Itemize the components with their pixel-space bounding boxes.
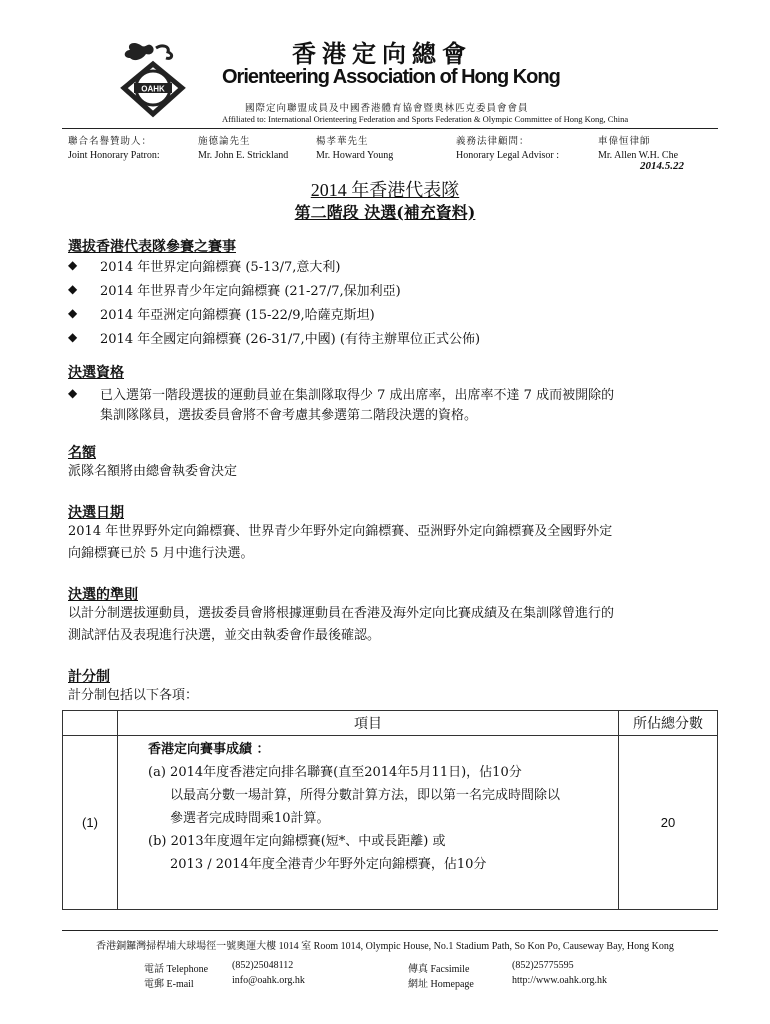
eligibility-line: 已入選第一階段選拔的運動員並在集訓隊取得少 7 成出席率，出席率不達 7 成而被開除的 [100,388,615,403]
footer-email-link[interactable]: info@oahk.org.hk [232,975,305,986]
row-item-b-detail: 2013 / 2014年度全港青少年野外定向錦標賽，佔10分 [170,857,487,872]
table-row [63,736,718,910]
oahk-logo [112,38,194,120]
header-divider [62,128,718,129]
row-description [118,736,619,910]
org-name-en: Orienteering Association of Hong Kong [222,66,560,88]
patron-block-young: 楊孝華先生 Mr. Howard Young [316,137,394,161]
event-item: 2014 年世界定向錦標賽 (5-13/7,意大利) [100,260,341,275]
row-item-a-detail: 以最高分數一場計算，所得分數計算方法，即以第一名完成時間除以 [170,788,561,803]
patron-block-joint: 聯合名譽贊助人： Joint Honorary Patron: [68,137,160,161]
footer-phone: (852)25048112 [232,960,294,971]
patron-block-legal: 義務法律顧問： Honorary Legal Advisor : [456,137,560,161]
footer-divider [62,930,718,931]
row-points: 20 [619,736,718,910]
section-heading-eligibility: 決選資格 [68,365,124,381]
section-heading-criteria: 決選的準則 [68,587,138,603]
event-item: 2014 年亞洲定向錦標賽 (15-22/9,哈薩克斯坦) [100,308,375,323]
table-header-row [63,711,718,736]
section-heading-dates: 決選日期 [68,505,124,521]
scoring-intro: 計分制包括以下各項： [68,688,199,703]
section-heading-events: 選拔香港代表隊參賽之賽事 [68,239,236,255]
row-item-a-detail: 參選者完成時間乘10計算。 [170,811,330,826]
criteria-line: 測試評估及表現進行決選，並交由執委會作最後確認。 [68,628,381,643]
eligibility-line: 集訓隊隊員，選拔委員會將不會考慮其參選第二階段決選的資格。 [100,408,478,423]
event-item: 2014 年全國定向錦標賽 (26-31/7,中國) (有待主辦單位正式公佈) [100,332,481,347]
table-header-num [63,711,118,736]
affiliation-cn: 國際定向聯盟成員及中國香港體育協會暨奧林匹克委員會會員 [245,103,529,114]
footer-phone-label: 電話 Telephone [144,964,209,975]
footer-web-label: 網址 Homepage [408,979,474,990]
footer-web-link[interactable]: http://www.oahk.org.hk [512,975,607,986]
row-item-b: (b) 2013年度週年定向錦標賽(短*、中或長距離) 或 [148,834,446,849]
scoring-table [62,710,718,910]
table-header-item: 項目 [118,711,619,736]
table-header-points: 所佔總分數 [619,711,718,736]
quota-text: 派隊名額將由總會執委會決定 [68,464,238,479]
patron-block-che: 車偉恒律師 Mr. Allen W.H. Che [598,137,679,161]
svg-text:OAHK: OAHK [141,84,165,94]
footer-email-label: 電郵 E-mail [144,979,194,990]
event-item: 2014 年世界青少年定向錦標賽 (21-27/7,保加利亞) [100,284,401,299]
affiliation-en: Affiliated to: International Orienteering Federation and Sports Federation & Olympic Committee of Hong Kong, China [222,114,629,124]
document-subtitle: 第二階段 決選(補充資料) [294,203,476,222]
section-heading-scoring: 計分制 [68,669,110,685]
row-item-a: (a) 2014年度香港定向排名聯賽(直至2014年5月11日)，佔10分 [148,765,522,780]
bullet-icon: ◆ [68,330,78,344]
bullet-icon: ◆ [68,258,78,272]
bullet-icon: ◆ [68,282,78,296]
footer-fax-label: 傳真 Facsimile [408,964,470,975]
row-title: 香港定向賽事成績 ： [148,742,270,757]
footer-fax: (852)25775595 [512,960,574,971]
criteria-line: 以計分制選拔運動員，選拔委員會將根據運動員在香港及海外定向比賽成績及在集訓隊曾進行的 [68,606,615,621]
document-date: 2014.5.22 [640,160,684,172]
document-title: 2014 年香港代表隊 [310,180,460,200]
bullet-icon: ◆ [68,386,78,400]
dates-line: 向錦標賽已於 5 月中進行決選。 [68,546,254,561]
dates-line: 2014 年世界野外定向錦標賽、世界青少年野外定向錦標賽、亞洲野外定向錦標賽及全國野外定 [68,524,613,539]
org-name-cn: 香港定向總會 [292,39,472,68]
patron-block-strickland: 施德論先生 Mr. John E. Strickland [198,137,289,161]
row-number: (1) [63,736,118,910]
section-heading-quota: 名額 [68,445,96,461]
footer-address: 香港銅鑼灣掃桿埔大球場徑一號奧運大樓 1014 室 Room 1014, Olympic House, No.1 Stadium Path, So Kon Po, Causeway Bay, Hong Kong [96,941,674,952]
bullet-icon: ◆ [68,306,78,320]
